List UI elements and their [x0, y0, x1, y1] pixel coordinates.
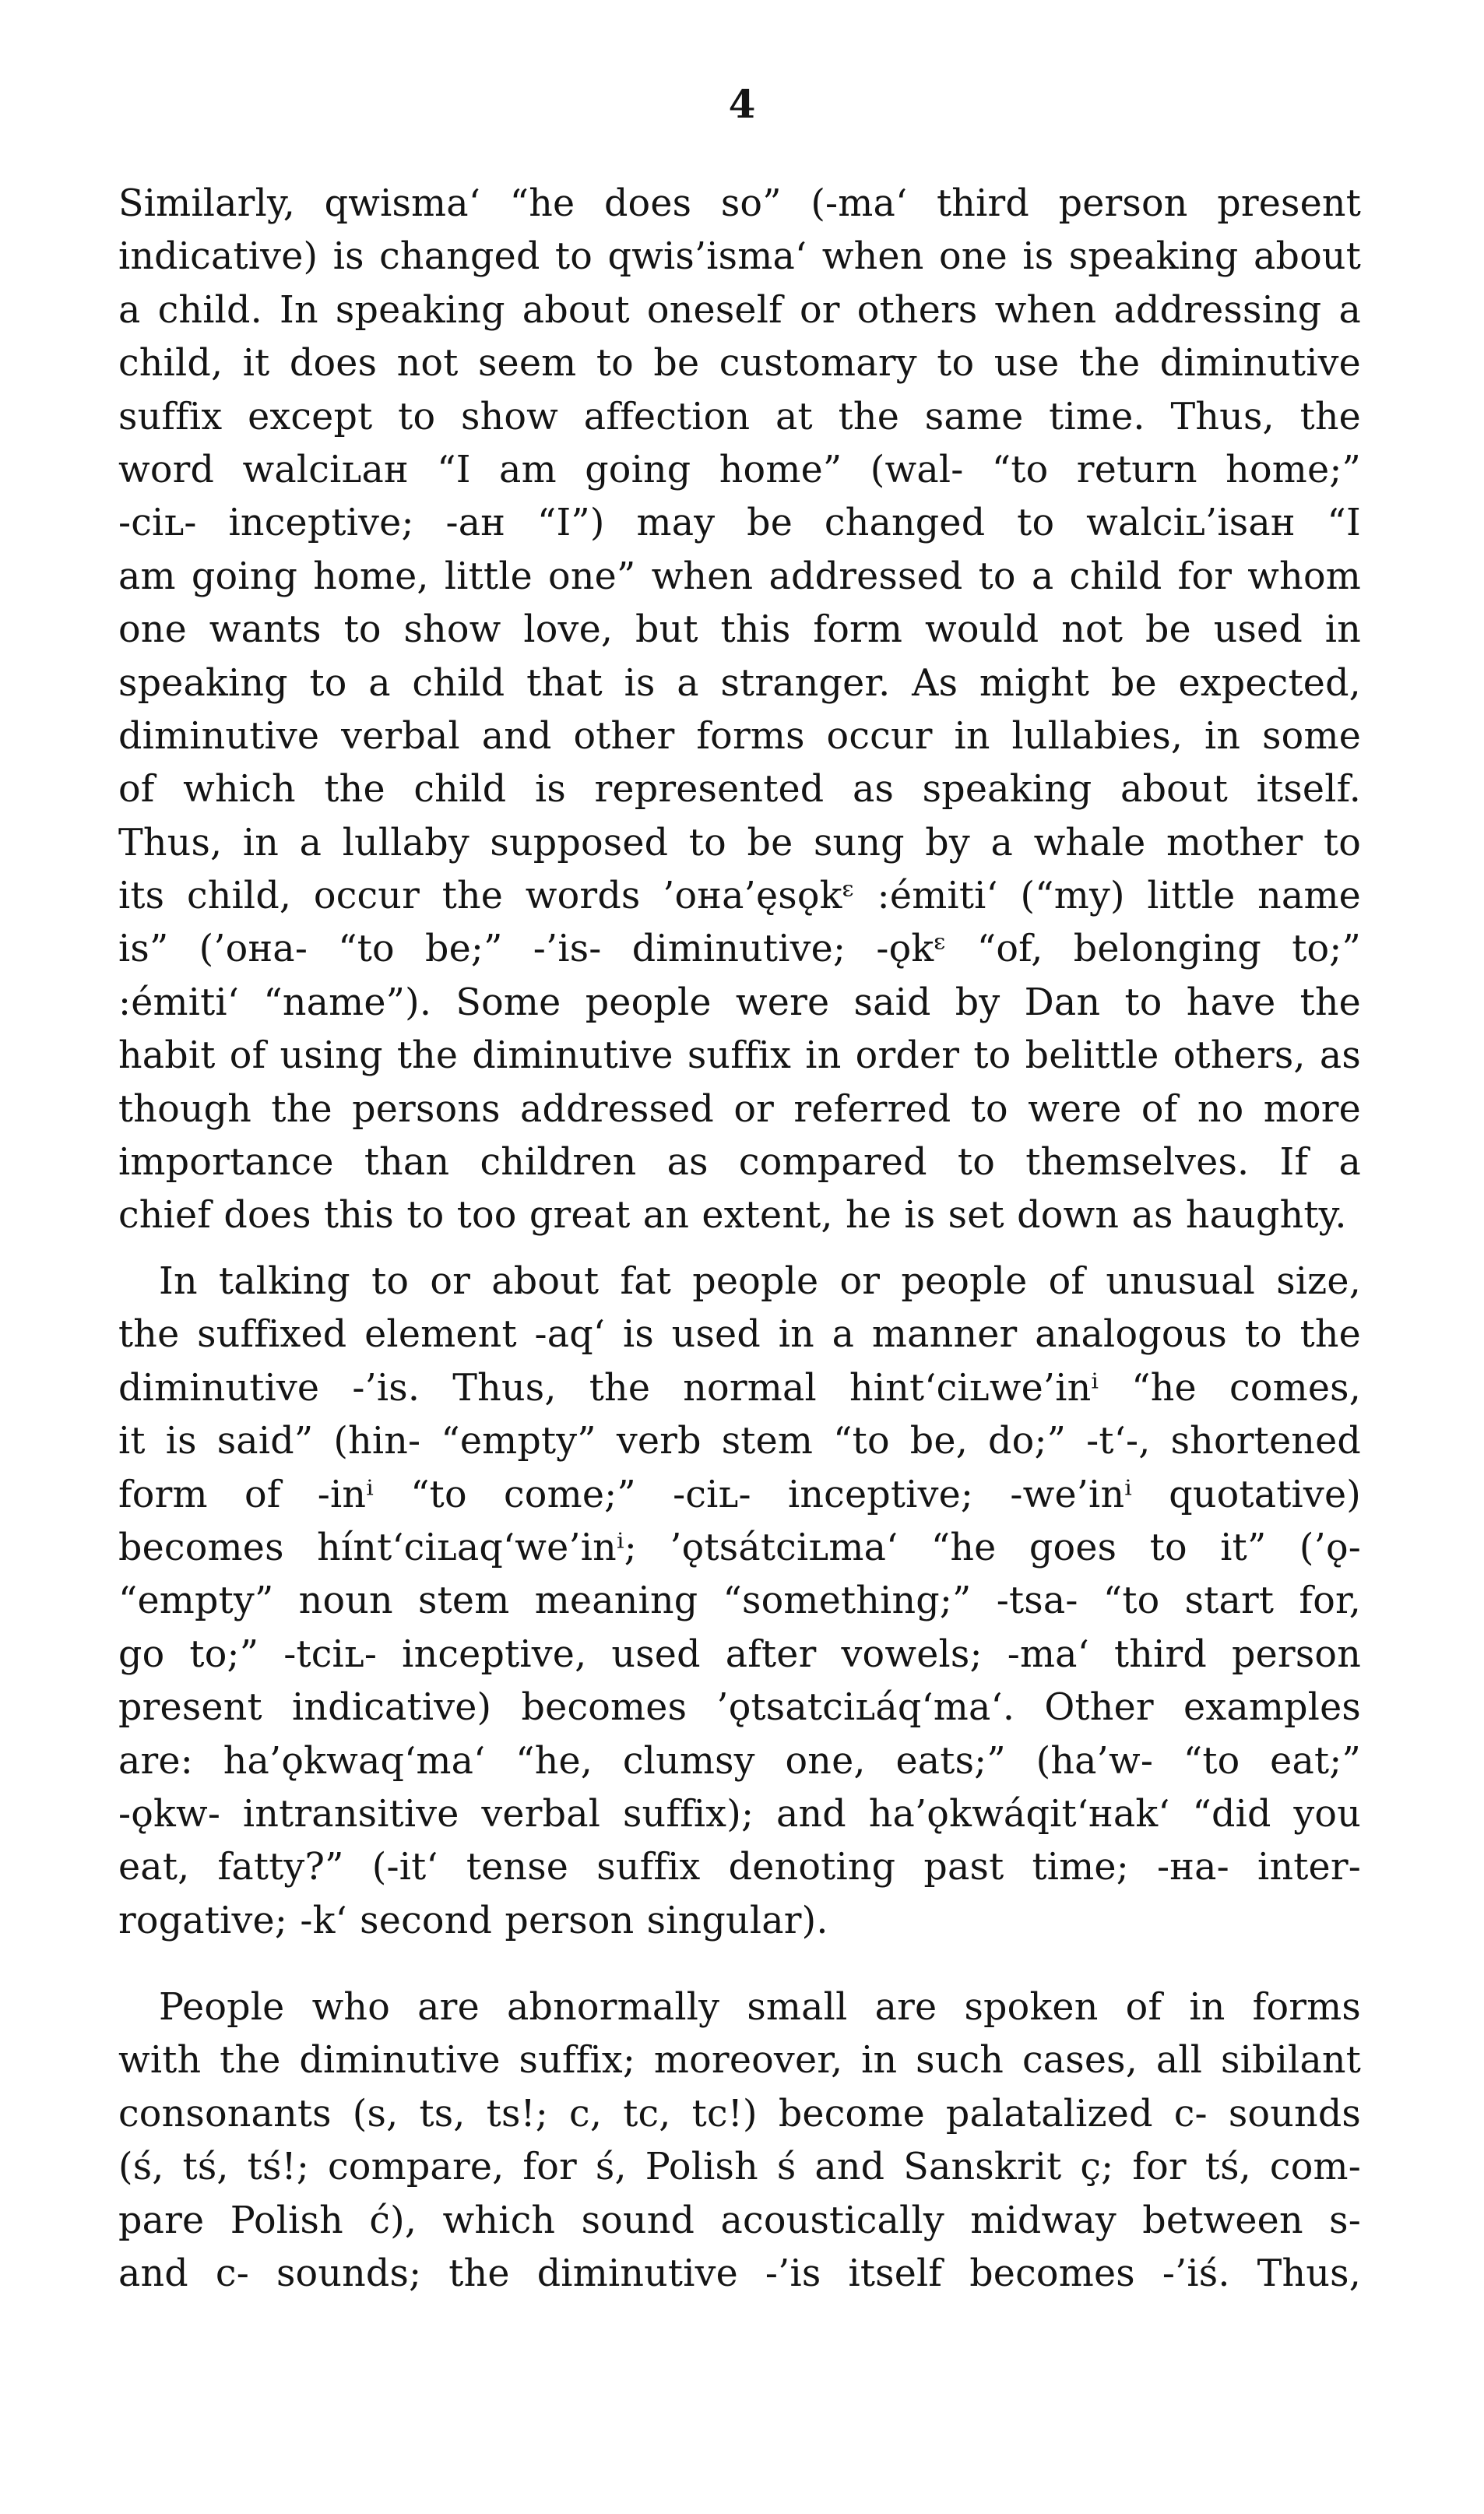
- text-line: pare Polish ć), which sound acoustically midway between s-: [118, 2199, 1361, 2242]
- text-line: becomes hínt‘ciʟaq‘we’inⁱ; ’ǫtsátciʟma‘ “he goes to it” (’ǫ-: [118, 1526, 1361, 1569]
- text-line: word walciʟaʜ “I am going home” (wal- “to return home;”: [118, 448, 1361, 491]
- text-line: rogative; -k‘ second person singular).: [118, 1899, 828, 1942]
- text-line: Thus, in a lullaby supposed to be sung by a whale mother to: [118, 821, 1361, 864]
- text-line: In talking to or about fat people or people of unusual size,: [159, 1260, 1361, 1303]
- text-line: consonants (s, ts, ts!; c, tc, tc!) become palatalized c- sounds: [118, 2092, 1361, 2135]
- text-line: speaking to a child that is a stranger. As might be expected,: [118, 661, 1361, 705]
- text-line: am going home, little one” when addressed to a child for whom: [118, 555, 1361, 598]
- text-line: is” (’oʜa- “to be;” -’is- diminutive; -ǫkᵋ “of, belonging to;”: [118, 928, 1361, 971]
- text-line: and c- sounds; the diminutive -’is itself becomes -’iś. Thus,: [118, 2252, 1361, 2295]
- text-line: a child. In speaking about oneself or others when addressing a: [118, 288, 1361, 332]
- page-number: 4: [728, 81, 756, 127]
- text-line: diminutive -’is. Thus, the normal hint‘ciʟwe’inⁱ “he comes,: [118, 1366, 1361, 1410]
- text-line: suffix except to show affection at the same time. Thus, the: [118, 395, 1361, 438]
- text-line: are: ha’ǫkwaq‘ma‘ “he, clumsy one, eats;” (ha’w- “to eat;”: [118, 1739, 1361, 1783]
- text-line: importance than children as compared to themselves. If a: [118, 1141, 1361, 1185]
- text-line: :émiti‘ “name”). Some people were said by Dan to have the: [118, 981, 1361, 1024]
- text-line: it is said” (hin- “empty” verb stem “to be, do;” -t‘-, shortened: [118, 1420, 1361, 1463]
- text-line: diminutive verbal and other forms occur in lullabies, in some: [118, 714, 1361, 758]
- paragraph-small-people: [118, 1981, 1361, 2301]
- text-line: child, it does not seem to be customary to use the diminutive: [118, 342, 1361, 386]
- text-line: one wants to show love, but this form would not be used in: [118, 608, 1361, 652]
- text-line: go to;” -tciʟ- inceptive, used after vowels; -ma‘ third person: [118, 1632, 1361, 1676]
- text-line: Similarly, qwisma‘ “he does so” (-ma‘ third person present: [118, 182, 1361, 225]
- text-line: -ciʟ- inceptive; -aʜ “I”) may be changed to walciʟ’isaʜ “I: [118, 502, 1361, 545]
- text-line: indicative) is changed to qwis’isma‘ when one is speaking about: [118, 235, 1361, 279]
- text-line: habit of using the diminutive suffix in order to belittle others, as: [118, 1034, 1361, 1078]
- text-line: the suffixed element -aq‘ is used in a manner analogous to the: [118, 1313, 1361, 1357]
- text-line: -ǫkw- intransitive verbal suffix); and ha’ǫkwáqit‘ʜak‘ “did you: [118, 1792, 1361, 1836]
- text-line: its child, occur the words ’oʜa’ęsǫkᵋ :émiti‘ (“my) little name: [118, 875, 1361, 918]
- text-line: with the diminutive suffix; moreover, in such cases, all sibilant: [118, 2039, 1361, 2083]
- text-line: form of -inⁱ “to come;” -ciʟ- inceptive; -we’inⁱ quotative): [118, 1473, 1361, 1516]
- text-line: People who are abnormally small are spoken of in forms: [159, 1986, 1361, 2029]
- text-line: chief does this to too great an extent, he is set down as haughty.: [118, 1194, 1347, 1238]
- text-line: eat, fatty?” (-it‘ tense suffix denoting past time; -ʜa- inter-: [118, 1846, 1361, 1889]
- text-line: though the persons addressed or referred to were of no more: [118, 1087, 1361, 1131]
- paragraph-diminutive-usage: [118, 178, 1361, 1243]
- text-line: (ś, tś, tś!; compare, for ś, Polish ś and Sanskrit ç; for tś, com-: [118, 2146, 1361, 2189]
- paragraph-fat-people: [118, 1255, 1361, 1948]
- text-line: of which the child is represented as speaking about itself.: [118, 768, 1361, 812]
- text-line: “empty” noun stem meaning “something;” -tsa- “to start for,: [118, 1579, 1361, 1623]
- text-line: present indicative) becomes ’ǫtsatciʟáq‘ma‘. Other examples: [118, 1686, 1361, 1730]
